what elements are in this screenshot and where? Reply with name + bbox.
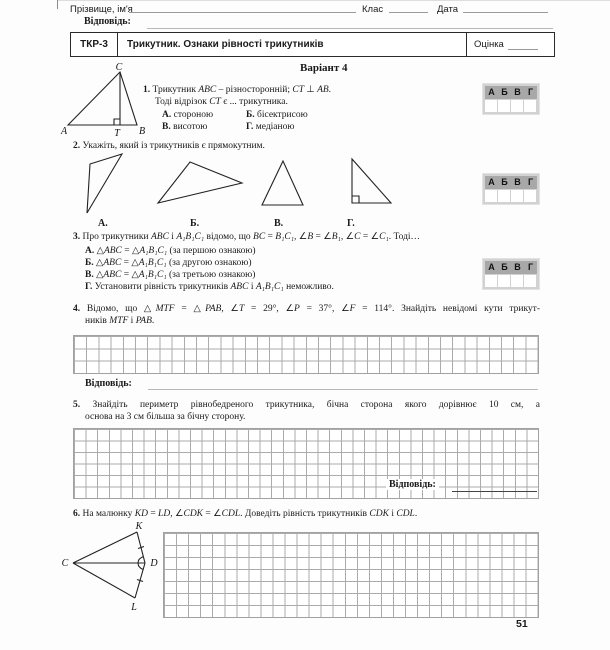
q6-work-grid[interactable] xyxy=(163,532,539,618)
q3-number: 3. xyxy=(73,232,81,242)
grade-field-line[interactable] xyxy=(508,40,538,50)
q3-answer-grid xyxy=(483,259,539,289)
q4-text-line1: 4. Відомо, що △MTF = △PAB, ∠T = 29°, ∠P = 37°, ∠F = 114°. Знайдіть невідомі кути трикут- xyxy=(73,304,541,314)
q6-number: 6. xyxy=(73,509,81,519)
q1-label-b: B xyxy=(138,126,146,137)
q1-text-line2: Тоді відрізок CT є ... трикутника. xyxy=(155,97,288,107)
q5-answer-line[interactable] xyxy=(452,479,537,492)
q4-text-line2: ників MTF і PAB. xyxy=(85,316,155,326)
grade-label: Оцінка xyxy=(474,39,504,50)
variant-title: Варіант 4 xyxy=(300,62,348,74)
q2-label-g: Г. xyxy=(347,218,355,229)
answer-cell[interactable] xyxy=(485,190,497,202)
grade-cell xyxy=(466,33,554,56)
q6-text: 6. На малюнку KD = LD, ∠CDK = ∠CDL. Доведіть рівність трикутників CDK і CDL. xyxy=(73,509,418,519)
q1-answer-cells xyxy=(485,100,537,112)
q6-label-d: D xyxy=(150,558,158,569)
test-title: Трикутник. Ознаки рівності трикутників xyxy=(127,39,324,50)
answer-cell[interactable] xyxy=(485,100,497,112)
q5-text-line1: 5. Знайдіть периметр рівнобедреного трикутника, бічна сторона якого дорівнює 10 см, а xyxy=(73,400,541,410)
answer-cell[interactable] xyxy=(485,275,497,287)
page-left-crop-mark xyxy=(57,0,58,9)
q4-answer-label: Відповідь: xyxy=(85,378,132,389)
page-number: 51 xyxy=(516,618,528,630)
answer-cell[interactable] xyxy=(511,100,523,112)
q1-number: 1. xyxy=(143,85,151,95)
q2-text: 2. Укажіть, який із трикутників є прямокутним. xyxy=(73,141,265,151)
q2-triangles-figure xyxy=(60,150,400,218)
answer-cell[interactable] xyxy=(511,275,523,287)
class-label: Клас xyxy=(362,4,384,15)
q3-option-b: Б. △ABC = △A₁B₁C₁ (за другою ознакою) xyxy=(85,258,252,268)
q2-triangle-v xyxy=(262,161,303,205)
q2-triangle-a xyxy=(87,154,122,213)
q1-triangle xyxy=(68,72,137,125)
q5-number: 5. xyxy=(73,400,81,410)
q1-right-angle-mark xyxy=(114,119,120,125)
q2-label-a: А. xyxy=(98,218,108,229)
q1-label-a: A xyxy=(60,126,68,137)
answer-cell[interactable] xyxy=(498,190,510,202)
q2-answer-grid xyxy=(483,174,539,204)
q4-number: 4. xyxy=(73,304,81,314)
q1-option-b: Б. бісектрисою xyxy=(246,110,308,120)
q6-label-l: L xyxy=(131,602,137,613)
q5-answer-label: Відповідь: xyxy=(386,479,439,490)
answer-cell[interactable] xyxy=(524,100,536,112)
q6-segment-cl xyxy=(73,563,135,598)
q1-label-t: T xyxy=(114,128,120,139)
top-answer-line[interactable] xyxy=(147,17,553,29)
q6-angle-arc-cdl xyxy=(138,563,143,570)
q1-option-a: А. стороною xyxy=(162,110,214,120)
q5-text-line2: основа на 3 см більша за бічну сторону. xyxy=(85,412,246,422)
q1-option-v: В. висотою xyxy=(162,122,208,132)
q1-answer-grid xyxy=(483,84,539,114)
date-field-line[interactable] xyxy=(463,2,548,13)
q1-text-line1: 1. Трикутник ABC – різносторонній; CT ⊥ AB. xyxy=(143,85,332,95)
name-field-line[interactable] xyxy=(129,2,356,13)
date-label: Дата xyxy=(437,4,459,15)
q3-answer-cells xyxy=(485,275,537,287)
test-code: ТКР-3 xyxy=(71,33,118,56)
q6-label-k: K xyxy=(135,521,143,532)
answer-cell[interactable] xyxy=(524,190,536,202)
q6-angle-arc-cdk xyxy=(138,557,144,564)
q1-option-g: Г. медіаною xyxy=(246,122,295,132)
answer-cell[interactable] xyxy=(498,275,510,287)
answer-cell[interactable] xyxy=(511,190,523,202)
q1-triangle-figure xyxy=(60,64,150,140)
q2-right-angle-mark xyxy=(352,196,359,203)
q1-answer-grid-header: А Б В Г xyxy=(485,86,537,99)
q2-triangle-b xyxy=(158,162,242,203)
q3-option-a: А. △ABC = △A₁B₁C₁ (за першою ознакою) xyxy=(85,246,256,256)
q6-label-c: C xyxy=(61,558,69,569)
q6-figure xyxy=(58,522,168,617)
q1-label-c: C xyxy=(115,62,123,73)
q3-answer-grid-header: А Б В Г xyxy=(485,261,537,274)
q2-answer-grid-header: А Б В Г xyxy=(485,176,537,189)
top-answer-label: Відповідь: xyxy=(84,16,131,27)
page-top-edge-line xyxy=(57,0,610,1)
q2-answer-cells xyxy=(485,190,537,202)
q3-option-g: Г. Установити рівність трикутників ABC і A₁B₁C₁ неможливо. xyxy=(85,282,334,292)
answer-cell[interactable] xyxy=(498,100,510,112)
answer-cell[interactable] xyxy=(524,275,536,287)
q4-answer-line[interactable] xyxy=(148,378,538,390)
class-field-line[interactable] xyxy=(389,2,428,13)
q3-text: 3. Про трикутники ABC і A₁B₁C₁ відомо, що BC = B₁C₁, ∠B = ∠B₁, ∠C = ∠C₁. Тоді… xyxy=(73,232,421,242)
q2-label-b: Б. xyxy=(190,218,200,229)
q2-number: 2. xyxy=(73,141,81,151)
test-title-box xyxy=(70,32,555,57)
q3-option-v: В. △ABC = △A₁B₁C₁ (за третьою ознакою) xyxy=(85,270,256,280)
name-label: Прізвище, ім'я xyxy=(70,4,133,15)
q2-label-v: В. xyxy=(274,218,284,229)
q4-work-grid[interactable] xyxy=(73,335,539,374)
q6-segment-ck xyxy=(73,532,137,563)
